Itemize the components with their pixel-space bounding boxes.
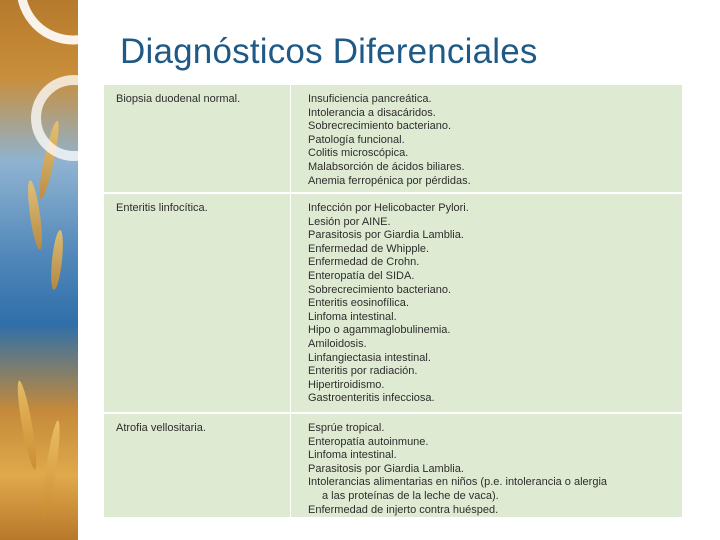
list-item: Anemia ferropénica por pérdidas. — [308, 174, 471, 187]
diagnoses-cell — [308, 202, 678, 406]
list-item: Malabsorción de ácidos biliares. — [308, 160, 465, 173]
list-item: Enteritis por radiación. — [308, 365, 418, 378]
column-divider — [290, 194, 291, 412]
list-item: Linfoma intestinal. — [308, 310, 397, 323]
list-item: Lesión por AINE. — [308, 215, 391, 228]
list-item: Hipertiroidismo. — [308, 378, 385, 391]
list-item: Parasitosis por Giardia Lamblia. — [308, 229, 464, 242]
list-item: Enfermedad de Whipple. — [308, 242, 430, 255]
finding-cell: Atrofia vellositaria. — [116, 422, 206, 434]
list-item: Enfermedad de injerto contra huésped. — [308, 503, 499, 516]
list-item: Insuficiencia pancreática. — [308, 93, 432, 105]
column-divider — [290, 85, 291, 192]
list-item: Parasitosis por Giardia Lamblia. — [308, 462, 464, 475]
list-item: Colitis microscópica. — [308, 147, 409, 160]
list-item: Infección por Helicobacter Pylori. — [308, 202, 469, 214]
column-divider — [290, 414, 291, 517]
list-item: Enteritis eosinofílica. — [308, 297, 409, 310]
list-item: Enteropatía del SIDA. — [308, 269, 415, 282]
list-item: Intolerancia a disacáridos. — [308, 106, 436, 119]
slide-title: Diagnósticos Diferenciales — [120, 32, 538, 71]
list-item: Intolerancias alimentarias en niños (p.e. intolerancia o alergia — [308, 476, 608, 489]
list-item: a las proteínas de la leche de vaca). — [322, 489, 499, 502]
list-item: Enteropatía autoinmune. — [308, 435, 429, 448]
list-item: Esprúe tropical. — [308, 422, 385, 434]
list-item: Sobrecrecimiento bacteriano. — [308, 283, 452, 296]
list-item: Amiloidosis. — [308, 337, 367, 350]
list-item: Linfoma intestinal. — [308, 449, 397, 462]
differential-diagnosis-table — [104, 85, 682, 517]
diagnoses-cell — [308, 93, 678, 188]
finding-cell: Biopsia duodenal normal. — [116, 93, 241, 105]
list-item: Linfangiectasia intestinal. — [308, 351, 431, 364]
list-item: Patología funcional. — [308, 133, 405, 146]
diagnoses-cell — [308, 422, 678, 517]
table-row — [104, 414, 682, 517]
list-item: Hipo o agammaglobulinemia. — [308, 324, 451, 337]
table-row — [104, 194, 682, 412]
finding-cell: Enteritis linfocítica. — [116, 202, 208, 214]
list-item: Sobrecrecimiento bacteriano. — [308, 120, 452, 133]
list-item: Enfermedad de Crohn. — [308, 256, 420, 269]
list-item: Gastroenteritis infecciosa. — [308, 392, 435, 405]
table-row — [104, 85, 682, 192]
